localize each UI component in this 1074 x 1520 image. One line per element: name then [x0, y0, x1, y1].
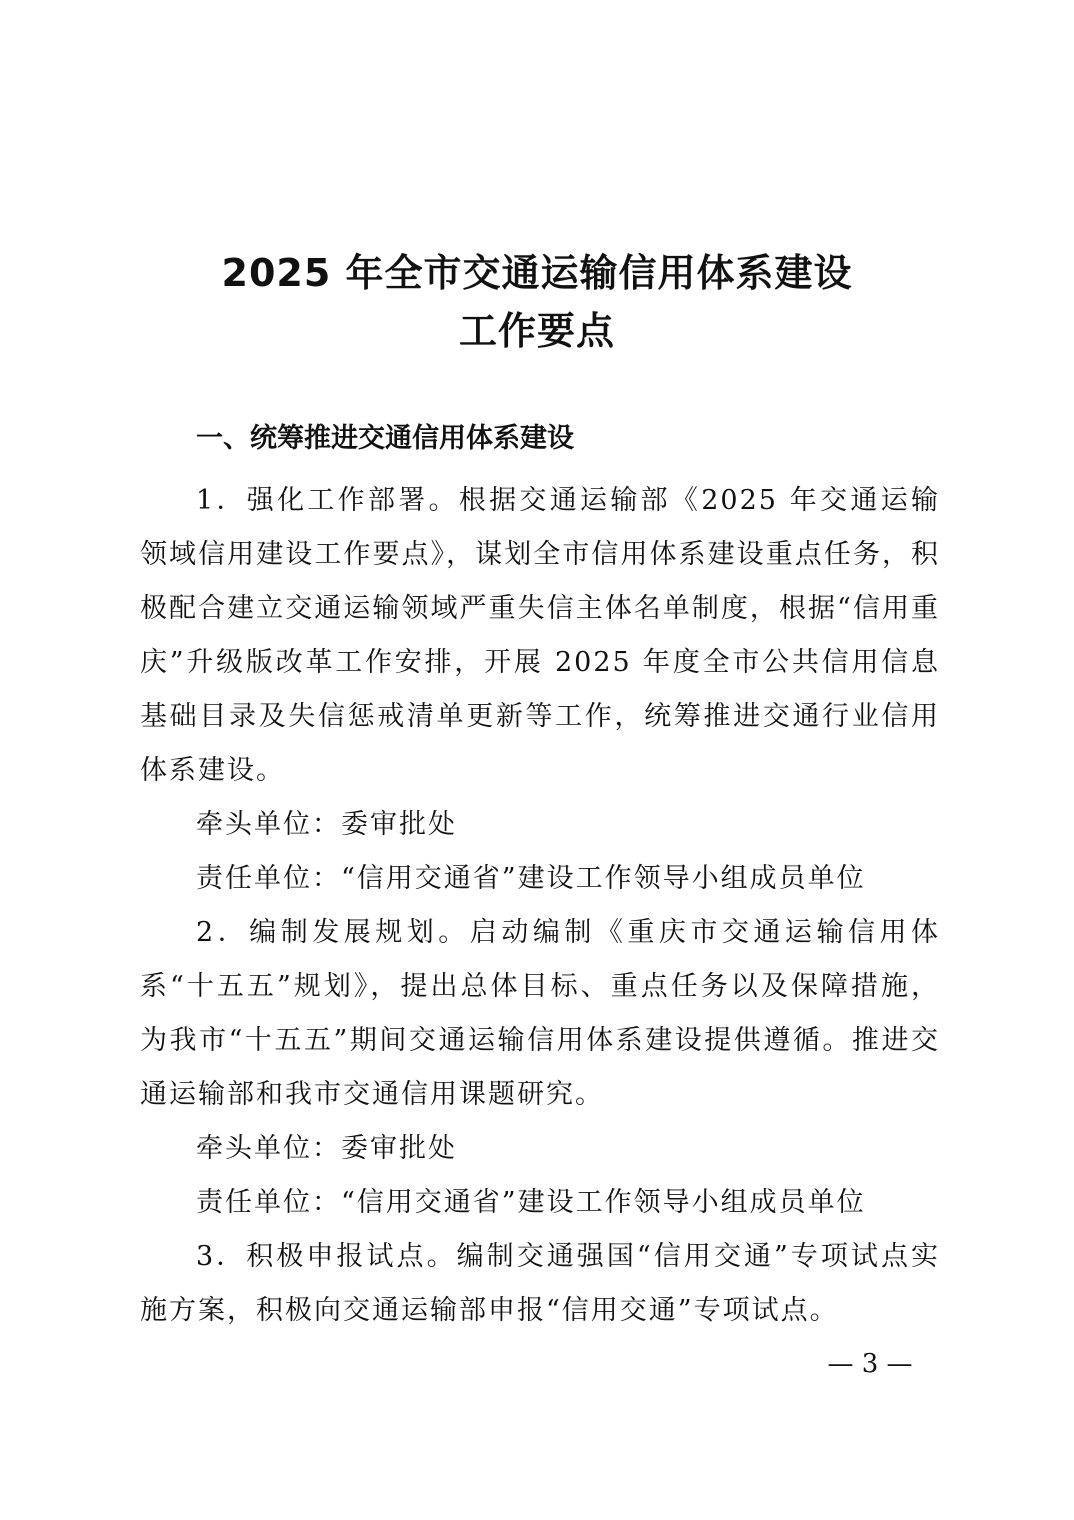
- item-1-paragraph: 1．强化工作部署。根据交通运输部《2025 年交通运输领域信用建设工作要点》，谋划全市信用体系建设重点任务，积极配合建立交通运输领域严重失信主体名单制度，根据“信用重庆”升级版改革工作安排，开展 2025 年度全市公共信用信息基础目录及失信惩戒清单更新等工作，统筹推进交通行业信用体系建设。: [140, 485, 940, 786]
- item-2-paragraph: 2．编制发展规划。启动编制《重庆市交通运输信用体系“十五五”规划》，提出总体目标、重点任务以及保障措施，为我市“十五五”期间交通运输信用体系建设提供遵循。推进交通运输部和我市交通信用课题研究。: [140, 917, 940, 1110]
- item-2-responsible-unit: 责任单位：“信用交通省”建设工作领导小组成员单位: [196, 1187, 866, 1218]
- section-heading: 一、统筹推进交通信用体系建设: [196, 423, 574, 454]
- item-2-lead-unit: 牵头单位：委审批处: [196, 1133, 457, 1164]
- document-title-line-1: 2025 年全市交通运输信用体系建设: [221, 251, 853, 295]
- document-body: [140, 420, 940, 1338]
- page-number: — 3 —: [827, 1349, 913, 1379]
- item-1-lead-unit: 牵头单位：委审批处: [196, 809, 457, 840]
- item-3-paragraph: 3．积极申报试点。编制交通强国“信用交通”专项试点实施方案，积极向交通运输部申报“信用交通”专项试点。: [140, 1241, 940, 1326]
- document-title-line-2: 工作要点: [458, 309, 615, 353]
- item-1-responsible-unit: 责任单位：“信用交通省”建设工作领导小组成员单位: [196, 863, 866, 894]
